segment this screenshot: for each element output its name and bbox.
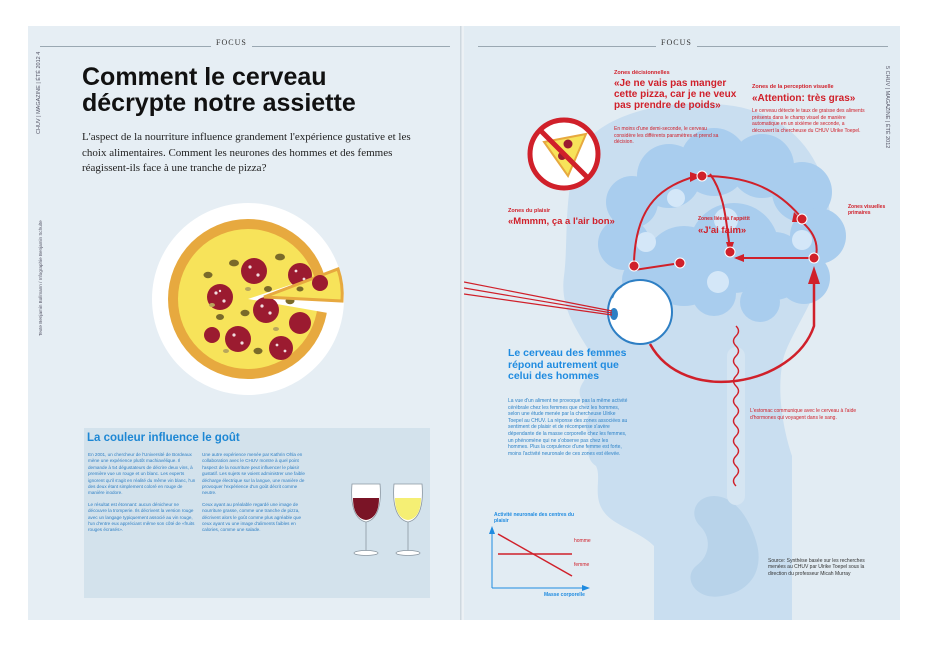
- magazine-meta: CHUV | MAGAZINE | ÉTÉ 2012 4: [36, 51, 42, 134]
- zone-appetit-label: Zones liées à l'appétit: [698, 216, 750, 222]
- zone-visuelles-label: Zones visuelles primaires: [848, 204, 886, 216]
- zone-perception-body: Le cerveau détecte le taux de graisse des aliments présents dans le champ visuel de manière automatique en un sixième de seconde, a découvert la chercheuse du CHUV Ulrike Toepel.: [752, 108, 865, 134]
- left-page: [28, 26, 462, 620]
- magazine-spread: [28, 26, 900, 620]
- eye: [608, 280, 672, 344]
- mini-chart-series-women: femme: [574, 562, 590, 568]
- color-taste-box: [84, 428, 430, 598]
- box-paragraph: Le résultat est étonnant: aucun dénicheur ne découvre la tromperie. Ils décrivent la version rouge avec un langage typiquement associé au vin rouge, l'un d'entre eux appréciant même son côté de «fruits rouges écrasés».: [88, 501, 195, 533]
- pizza-illustration: [150, 201, 346, 397]
- mini-chart-series-men: homme: [574, 538, 591, 544]
- magazine-meta: 5 CHUV | MAGAZINE | ÉTÉ 2012: [884, 66, 890, 149]
- credits: Texte Benjamin Bollmann / Infographie Benjamin Schulte: [38, 220, 43, 336]
- zone-perception-quote: «Attention: très gras»: [752, 93, 856, 104]
- mini-chart: [489, 526, 590, 591]
- section-label: FOCUS: [211, 38, 252, 47]
- lead-paragraph: L'aspect de la nourriture influence grandement l'expérience gustative et les choix alimentaires. Comment les neurones des hommes et des femmes réagissent-ils face à une tranche de pizza?: [82, 131, 411, 174]
- zone-decision-body: En moins d'une demi-seconde, le cerveau considère les différents paramètres et prend sa décision.: [614, 126, 719, 146]
- stomach-note: L'estomac communique avec le cerveau à l'aide d'hormones qui voyagent dans le sang.: [750, 408, 857, 421]
- mini-chart-ylabel: Activité neuronale des centres du plaisir: [494, 512, 575, 524]
- women-section-body: La vue d'un aliment ne provoque pas la même activité cérébrale chez les femmes que chez les hommes, selon une étude menée par la chercheuse Ulrike Toepel au CHUV. La réponse des zones associées au sentiment de plaisir et de récompense s'avère dépendante de la masse corporelle chez les femmes, un phénomène qui ne s'observe pas chez les hommes. Plus la corpulence d'une femme est forte, moins l'activité neuronale de ces zones est élevée.: [508, 398, 628, 457]
- zone-plaisir-label: Zones du plaisir: [508, 208, 551, 214]
- zone-decision-label: Zones décisionnelles: [614, 70, 670, 76]
- zone-appetit-quote: «J'ai faim»: [698, 225, 747, 236]
- source-note: Source: Synthèse basée sur les recherches menées au CHUV par Ulrike Toepel sous la direction du professeur Micah Murray: [768, 558, 865, 577]
- box-column-2: [202, 452, 310, 539]
- section-label: FOCUS: [656, 38, 697, 47]
- women-section-title: Le cerveau des femmes répond autrement que celui des hommes: [508, 347, 627, 382]
- page-title: Comment le cerveau décrypte notre assiette: [82, 63, 356, 117]
- box-paragraph: En 2001, un chercheur de l'Université de Bordeaux mène une expérience plutôt machiavélique. Il demande à 54 dégustateurs de décrire deux vins, à première vue un rouge et un blanc. Les experts ignorent qu'il s'agit en réalité du même vin blanc, l'un des deux étant simplement coloré en rouge de manière inodore.: [88, 452, 196, 496]
- box-paragraph: Ceux ayant au préalable regardé une image de nourriture grasse, comme une tranche de pizza, décrivent alors le goût comme plus agréable que ceux ayant vu une image d'aliments faibles en calories, comme une salade.: [202, 501, 302, 533]
- box-paragraph: Une autre expérience menée par Kathrin Ohla en collaboration avec le CHUV montre à quel point l'aspect de la nourriture peut influencer le plaisir gustatif. Les sujets se voient administrer une faible décharge électrique sur la langue, une manière de provoquer l'expérience d'un goût décrit comme neutre.: [202, 452, 305, 496]
- zone-decision-quote: «Je ne vais pas manger cette pizza, car je ne veux pas prendre de poids»: [614, 78, 737, 111]
- box-heading: La couleur influence le goût: [87, 432, 240, 444]
- box-column-1: [88, 452, 196, 539]
- zone-plaisir-quote: «Mmmm, ça a l'air bon»: [508, 216, 615, 227]
- mini-chart-xlabel: Masse corporelle: [544, 592, 585, 598]
- zone-perception-label: Zones de la perception visuelle: [752, 84, 834, 90]
- wine-glasses-illustration: [346, 478, 430, 568]
- no-pizza-sign: [530, 120, 598, 188]
- right-page: [464, 26, 900, 620]
